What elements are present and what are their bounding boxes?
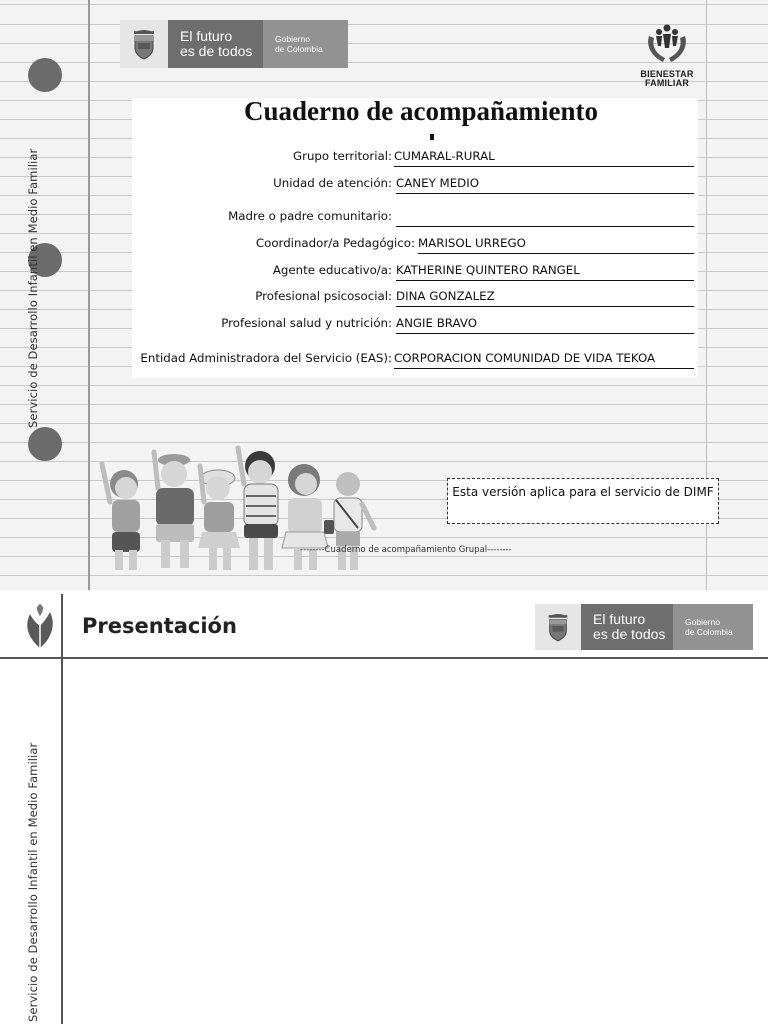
- gobierno-line2: de Colombia: [275, 44, 323, 54]
- left-rule: [61, 594, 63, 1024]
- field-label: Unidad de atención:: [273, 176, 392, 190]
- binder-hole: [28, 58, 62, 92]
- gobierno-badge: [120, 20, 348, 68]
- gobierno-line1: Gobierno: [685, 617, 720, 627]
- leaf-icon: [22, 602, 58, 650]
- futuro-line2: es de todos: [593, 626, 666, 642]
- field-label: Coordinador/a Pedagógico:: [255, 236, 415, 250]
- bienestar-line1: BIENESTAR: [640, 69, 694, 79]
- header-rule: [0, 657, 768, 659]
- futuro-line1: El futuro: [593, 611, 646, 627]
- group-caption: --------Cuaderno de acompañamiento Grupal--------: [300, 545, 512, 555]
- coat-of-arms-icon: [535, 604, 581, 650]
- version-note-text: Esta versión aplica para el servicio de DIMF: [452, 485, 714, 499]
- gobierno-line1: Gobierno: [275, 34, 310, 44]
- field-label: Entidad Administradora del Servicio (EAS):: [140, 351, 392, 365]
- field-coordinador: [0, 236, 768, 254]
- gobierno-badge: [535, 604, 753, 650]
- futuro-line1: El futuro: [180, 28, 233, 44]
- bienestar-line2: FAMILIAR: [644, 78, 690, 88]
- field-unidad-atencion: [0, 176, 768, 194]
- presentation-title: Presentación: [82, 614, 237, 638]
- field-eas: [0, 351, 768, 369]
- field-agente-educativo: [0, 263, 768, 281]
- field-salud-nutricion: [0, 316, 768, 334]
- field-value: MARISOL URREGO: [418, 236, 694, 254]
- field-grupo-territorial: [0, 149, 768, 167]
- field-label: Madre o padre comunitario:: [228, 209, 392, 223]
- side-caption: Servicio de Desarrollo Infantil en Medio Familiar: [26, 148, 40, 428]
- field-value: ANGIE BRAVO: [396, 316, 694, 334]
- field-label: Profesional salud y nutrición:: [221, 316, 392, 330]
- field-value: KATHERINE QUINTERO RANGEL: [396, 263, 694, 281]
- binder-hole: [28, 427, 62, 461]
- bienestar-hands-icon: [643, 22, 691, 66]
- document-title: Cuaderno de acompañamiento: [243, 96, 598, 126]
- field-value: CANEY MEDIO: [396, 176, 694, 194]
- field-value: DINA GONZALEZ: [396, 289, 694, 307]
- field-label: Agente educativo/a:: [272, 263, 392, 277]
- futuro-line2: es de todos: [180, 43, 253, 59]
- field-value: CORPORACION COMUNIDAD DE VIDA TEKOA: [394, 351, 694, 369]
- title-dot: [430, 134, 434, 140]
- field-value: CUMARAL-RURAL: [394, 149, 694, 167]
- field-psicosocial: [0, 289, 768, 307]
- field-label: Profesional psicosocial:: [255, 289, 392, 303]
- bienestar-familiar-logo: [632, 22, 702, 88]
- gobierno-line2: de Colombia: [685, 627, 733, 637]
- field-madre-padre: [0, 209, 768, 227]
- side-caption: Servicio de Desarrollo Infantil en Medio Familiar: [26, 742, 40, 1022]
- version-note-box: [447, 478, 719, 524]
- presentation-page: [0, 594, 768, 1024]
- field-label: Grupo territorial:: [292, 149, 392, 163]
- coat-of-arms-icon: [120, 20, 168, 68]
- field-value: [396, 209, 694, 227]
